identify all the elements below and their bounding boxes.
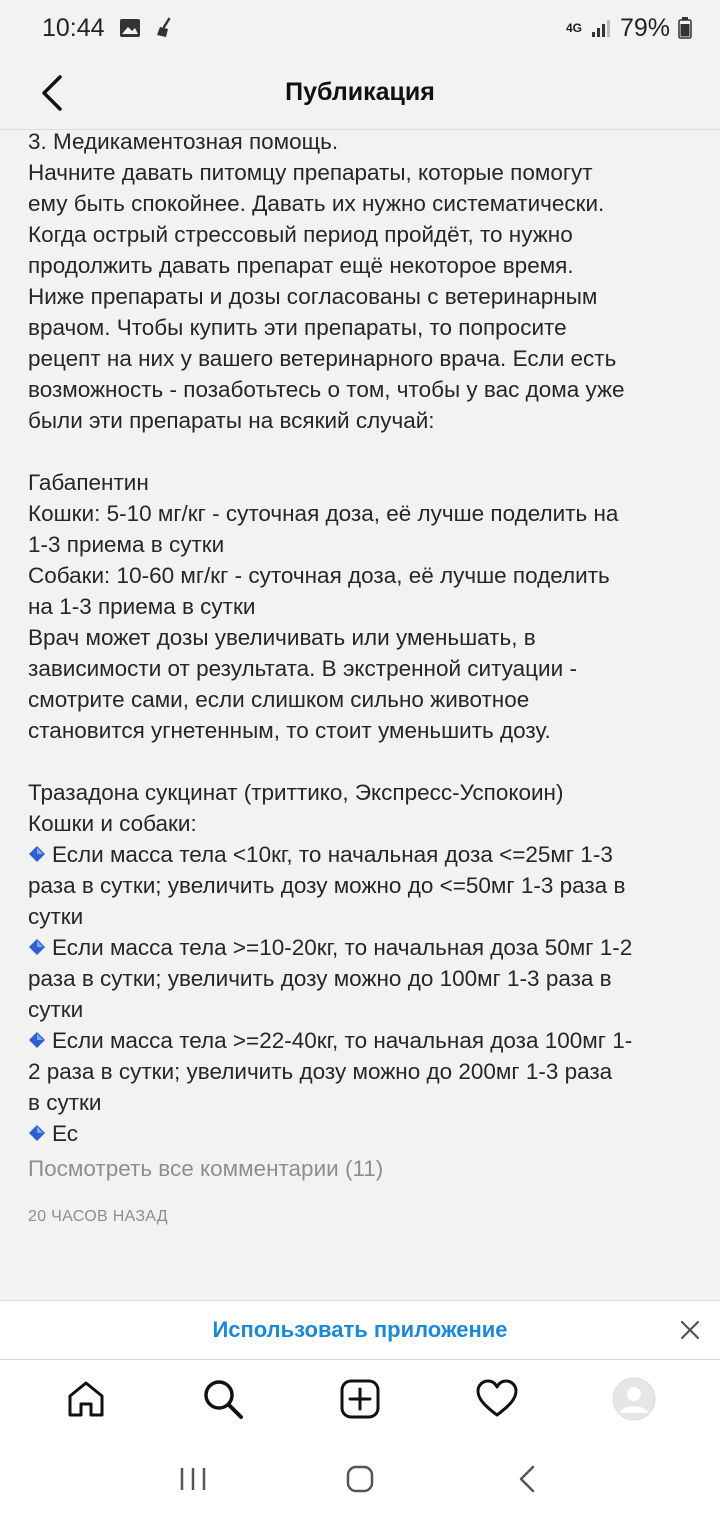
caption-line xyxy=(28,870,696,901)
caption-line xyxy=(28,622,696,653)
cleaner-notification-icon xyxy=(155,17,175,39)
back-arrow-icon xyxy=(40,73,64,113)
caption-line xyxy=(28,219,696,250)
caption-text: зависимости от результата. В экстренной ситуации - xyxy=(28,656,577,681)
profile-avatar-icon xyxy=(612,1377,656,1421)
page-title: Публикация xyxy=(285,78,435,106)
status-right xyxy=(566,14,692,43)
blue-diamond-icon xyxy=(28,845,46,863)
caption-line xyxy=(28,808,696,839)
post-timestamp: 20 ЧАСОВ НАЗАД xyxy=(28,1208,168,1225)
caption-line xyxy=(28,157,696,188)
caption-text: на 1-3 приема в сутки xyxy=(28,594,256,619)
caption-text: были эти препараты на всякий случай: xyxy=(28,408,435,433)
caption-line xyxy=(28,281,696,312)
search-icon xyxy=(201,1377,245,1421)
nav-search[interactable] xyxy=(193,1369,253,1429)
blue-diamond-icon xyxy=(28,1124,46,1142)
blank-line xyxy=(28,436,696,467)
battery-icon xyxy=(678,17,692,39)
home-icon xyxy=(65,1378,107,1420)
caption-text: Кошки: 5-10 мг/кг - суточная доза, её лучше поделить на xyxy=(28,501,619,526)
caption-line xyxy=(28,467,696,498)
caption-text: Ниже препараты и дозы согласованы с ветеринарным xyxy=(28,284,598,309)
caption-text: врачом. Чтобы купить эти препараты, то попросите xyxy=(28,315,567,340)
caption-text: Тразадона сукцинат (триттико, Экспресс-Успокоин) xyxy=(28,780,564,805)
home-button[interactable] xyxy=(335,1454,385,1504)
bottom-navigation xyxy=(0,1360,720,1438)
caption-line xyxy=(28,126,696,157)
caption-text: смотрите сами, если слишком сильно животное xyxy=(28,687,530,712)
caption-line xyxy=(28,932,696,963)
caption-text: Начните давать питомцу препараты, которые помогут xyxy=(28,160,593,185)
caption-line xyxy=(28,684,696,715)
caption-text: Собаки: 10-60 мг/кг - суточная доза, её лучше поделить xyxy=(28,563,610,588)
caption-line xyxy=(28,994,696,1025)
recent-apps-button[interactable] xyxy=(168,1454,218,1504)
caption-text: Врач может дозы увеличивать или уменьшать, в xyxy=(28,625,536,650)
caption-text: Габапентин xyxy=(28,470,149,495)
status-left xyxy=(42,14,175,43)
caption-line xyxy=(28,498,696,529)
caption-text: рецепт на них у вашего ветеринарного врача. Если есть xyxy=(28,346,617,371)
caption-text: продолжить давать препарат ещё некоторое время. xyxy=(28,253,574,278)
caption-line xyxy=(28,839,696,870)
caption-text: возможность - позаботьтесь о том, чтобы у вас дома уже xyxy=(28,377,625,402)
use-app-button[interactable]: Использовать приложение xyxy=(212,1317,508,1342)
caption-line xyxy=(28,1056,696,1087)
caption-text: раза в сутки; увеличить дозу можно до <=50мг 1-3 раза в xyxy=(28,873,626,898)
caption-text: Ес xyxy=(52,1121,79,1146)
gallery-notification-icon xyxy=(119,18,141,38)
caption-text: 1-3 приема в сутки xyxy=(28,532,225,557)
caption-line xyxy=(28,715,696,746)
chevron-left-icon xyxy=(516,1464,538,1494)
caption-text: 2 раза в сутки; увеличить дозу можно до 200мг 1-3 раза xyxy=(28,1059,613,1084)
blue-diamond-icon xyxy=(28,1031,46,1049)
caption-line xyxy=(28,1025,696,1056)
caption-line xyxy=(28,1087,696,1118)
recent-apps-icon xyxy=(178,1465,208,1493)
caption-text: Если масса тела >=22-40кг, то начальная доза 100мг 1- xyxy=(52,1028,633,1053)
nav-home[interactable] xyxy=(56,1369,116,1429)
caption-text: Если масса тела >=10-20кг, то начальная доза 50мг 1-2 xyxy=(52,935,633,960)
caption-text: в сутки xyxy=(28,1090,102,1115)
blank-line xyxy=(28,746,696,777)
system-navigation-bar xyxy=(0,1438,720,1520)
caption-text: Если масса тела <10кг, то начальная доза <=25мг 1-3 xyxy=(52,842,613,867)
back-button[interactable] xyxy=(30,70,74,116)
heart-icon xyxy=(475,1379,519,1419)
caption-line xyxy=(28,963,696,994)
caption-line xyxy=(28,312,696,343)
status-bar xyxy=(0,0,720,56)
home-square-icon xyxy=(345,1464,375,1494)
nav-new-post[interactable] xyxy=(330,1369,390,1429)
caption-line xyxy=(28,777,696,808)
caption-line xyxy=(28,560,696,591)
caption-line xyxy=(28,343,696,374)
new-post-icon xyxy=(339,1378,381,1420)
caption-line xyxy=(28,591,696,622)
nav-activity[interactable] xyxy=(467,1369,527,1429)
caption-line xyxy=(28,374,696,405)
battery-percent: 79% xyxy=(619,13,670,42)
status-time: 10:44 xyxy=(42,13,105,42)
caption-line xyxy=(28,250,696,281)
caption-text: становится угнетенным, то стоит уменьшить дозу. xyxy=(28,718,551,743)
caption-text: раза в сутки; увеличить дозу можно до 100мг 1-3 раза в xyxy=(28,966,612,991)
network-type: 4G xyxy=(565,21,582,35)
caption-text: ему быть спокойнее. Давать их нужно систематически. xyxy=(28,191,605,216)
signal-icon xyxy=(590,18,612,38)
header xyxy=(0,56,720,130)
system-back-button[interactable] xyxy=(502,1454,552,1504)
nav-profile[interactable] xyxy=(604,1369,664,1429)
caption-text: сутки xyxy=(28,904,84,929)
blue-diamond-icon xyxy=(28,938,46,956)
caption-line xyxy=(28,1118,696,1149)
caption-line xyxy=(28,901,696,932)
caption-line xyxy=(28,188,696,219)
close-icon[interactable] xyxy=(678,1318,702,1342)
caption-text: Кошки и собаки: xyxy=(28,811,197,836)
caption-line xyxy=(28,653,696,684)
open-app-banner xyxy=(0,1300,720,1360)
caption-line xyxy=(28,529,696,560)
caption-text: Когда острый стрессовый период пройдёт, то нужно xyxy=(28,222,573,247)
caption-line xyxy=(28,405,696,436)
post-caption xyxy=(28,126,696,1149)
view-all-comments-link[interactable]: Посмотреть все комментарии (11) xyxy=(28,1156,384,1181)
caption-text: 3. Медикаментозная помощь. xyxy=(28,129,339,154)
caption-text: сутки xyxy=(28,997,84,1022)
